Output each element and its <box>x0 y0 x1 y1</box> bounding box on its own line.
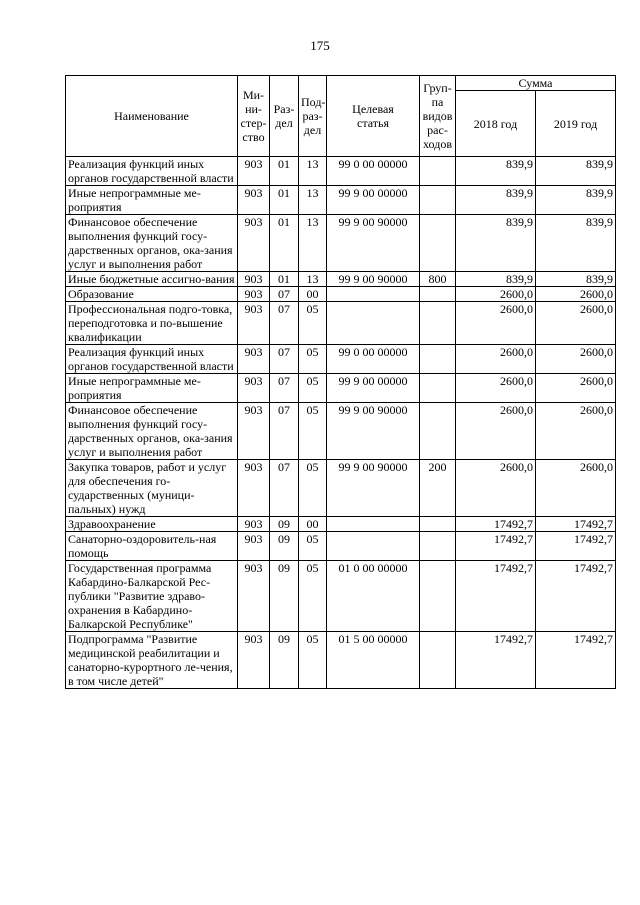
cell-section: 09 <box>270 517 299 532</box>
cell-ministry: 903 <box>238 561 270 632</box>
cell-group: 800 <box>420 272 456 287</box>
cell-target <box>327 517 420 532</box>
cell-subsection: 13 <box>299 157 327 186</box>
cell-sum-2018: 17492,7 <box>456 532 536 561</box>
cell-group <box>420 215 456 272</box>
cell-sum-2019: 2600,0 <box>536 374 616 403</box>
cell-ministry: 903 <box>238 186 270 215</box>
cell-sum-2018: 17492,7 <box>456 561 536 632</box>
table-row <box>66 632 616 689</box>
cell-sum-2018: 17492,7 <box>456 517 536 532</box>
cell-group: 200 <box>420 460 456 517</box>
cell-section: 07 <box>270 345 299 374</box>
cell-target: 01 5 00 00000 <box>327 632 420 689</box>
header-year-2019: 2019 год <box>536 91 616 157</box>
cell-sum-2018: 2600,0 <box>456 287 536 302</box>
cell-sum-2019: 2600,0 <box>536 287 616 302</box>
cell-subsection: 05 <box>299 374 327 403</box>
cell-group <box>420 186 456 215</box>
cell-sum-2019: 839,9 <box>536 272 616 287</box>
cell-section: 01 <box>270 215 299 272</box>
cell-sum-2018: 2600,0 <box>456 460 536 517</box>
page-number: 175 <box>310 38 330 53</box>
cell-section: 09 <box>270 632 299 689</box>
cell-group <box>420 157 456 186</box>
cell-subsection: 05 <box>299 632 327 689</box>
cell-target: 99 9 00 00000 <box>327 374 420 403</box>
table-row <box>66 186 616 215</box>
cell-ministry: 903 <box>238 532 270 561</box>
cell-sum-2018: 839,9 <box>456 272 536 287</box>
header-section: Раз- дел <box>270 76 299 157</box>
cell-name: Финансовое обеспечение выполнения функций госу-дарственных органов, ока-зания услуг и выполнения работ <box>66 215 238 272</box>
cell-sum-2019: 17492,7 <box>536 632 616 689</box>
table-row <box>66 345 616 374</box>
cell-group <box>420 632 456 689</box>
cell-section: 09 <box>270 532 299 561</box>
cell-subsection: 13 <box>299 215 327 272</box>
cell-group <box>420 287 456 302</box>
cell-sum-2019: 839,9 <box>536 186 616 215</box>
cell-sum-2018: 2600,0 <box>456 302 536 345</box>
cell-sum-2019: 17492,7 <box>536 532 616 561</box>
cell-group <box>420 532 456 561</box>
cell-target: 99 9 00 90000 <box>327 215 420 272</box>
budget-table <box>65 75 616 689</box>
cell-group <box>420 345 456 374</box>
cell-group <box>420 561 456 632</box>
cell-sum-2018: 839,9 <box>456 215 536 272</box>
cell-name: Реализация функций иных органов государственной власти <box>66 157 238 186</box>
cell-sum-2018: 17492,7 <box>456 632 536 689</box>
cell-sum-2018: 839,9 <box>456 186 536 215</box>
cell-sum-2019: 839,9 <box>536 157 616 186</box>
cell-subsection: 13 <box>299 272 327 287</box>
cell-ministry: 903 <box>238 272 270 287</box>
cell-sum-2019: 2600,0 <box>536 345 616 374</box>
table-body <box>66 157 616 689</box>
cell-ministry: 903 <box>238 374 270 403</box>
cell-target <box>327 302 420 345</box>
cell-sum-2018: 2600,0 <box>456 374 536 403</box>
cell-name: Образование <box>66 287 238 302</box>
cell-section: 07 <box>270 302 299 345</box>
cell-ministry: 903 <box>238 632 270 689</box>
cell-section: 07 <box>270 403 299 460</box>
cell-section: 01 <box>270 272 299 287</box>
table-row <box>66 272 616 287</box>
cell-section: 01 <box>270 186 299 215</box>
cell-ministry: 903 <box>238 287 270 302</box>
table-row <box>66 403 616 460</box>
header-group: Груп- па видов рас- ходов <box>420 76 456 157</box>
cell-name: Профессиональная подго-товка, переподготовка и по-вышение квалификации <box>66 302 238 345</box>
header-sum: Сумма <box>456 76 616 91</box>
header-subsection: Под- раз- дел <box>299 76 327 157</box>
cell-group <box>420 302 456 345</box>
cell-target <box>327 287 420 302</box>
cell-group <box>420 403 456 460</box>
header-target: Целевая статья <box>327 76 420 157</box>
cell-target: 99 0 00 00000 <box>327 157 420 186</box>
cell-target: 99 9 00 90000 <box>327 403 420 460</box>
cell-subsection: 13 <box>299 186 327 215</box>
cell-target: 99 9 00 00000 <box>327 186 420 215</box>
cell-section: 07 <box>270 460 299 517</box>
cell-subsection: 00 <box>299 517 327 532</box>
cell-ministry: 903 <box>238 215 270 272</box>
cell-name: Реализация функций иных органов государственной власти <box>66 345 238 374</box>
cell-sum-2019: 17492,7 <box>536 517 616 532</box>
cell-name: Иные непрограммные ме-роприятия <box>66 374 238 403</box>
table-row <box>66 287 616 302</box>
cell-target: 99 9 00 90000 <box>327 460 420 517</box>
cell-ministry: 903 <box>238 517 270 532</box>
cell-subsection: 05 <box>299 302 327 345</box>
cell-name: Закупка товаров, работ и услуг для обеспечения го-сударственных (муници-пальных) нужд <box>66 460 238 517</box>
cell-group <box>420 374 456 403</box>
cell-sum-2019: 2600,0 <box>536 302 616 345</box>
cell-section: 09 <box>270 561 299 632</box>
cell-sum-2019: 839,9 <box>536 215 616 272</box>
cell-target: 99 9 00 90000 <box>327 272 420 287</box>
cell-ministry: 903 <box>238 302 270 345</box>
cell-name: Государственная программа Кабардино-Балкарской Рес-публики "Развитие здраво-охранения в Кабардино-Балкарской Республике" <box>66 561 238 632</box>
cell-sum-2018: 839,9 <box>456 157 536 186</box>
table-row <box>66 157 616 186</box>
table-row <box>66 532 616 561</box>
cell-name: Здравоохранение <box>66 517 238 532</box>
table-row <box>66 561 616 632</box>
cell-name: Подпрограмма "Развитие медицинской реабилитации и санаторно-курортного ле-чения, в том числе детей" <box>66 632 238 689</box>
cell-sum-2019: 17492,7 <box>536 561 616 632</box>
cell-name: Иные непрограммные ме-роприятия <box>66 186 238 215</box>
cell-name: Иные бюджетные ассигно-вания <box>66 272 238 287</box>
cell-subsection: 05 <box>299 345 327 374</box>
cell-ministry: 903 <box>238 345 270 374</box>
cell-subsection: 05 <box>299 403 327 460</box>
cell-ministry: 903 <box>238 157 270 186</box>
table-row <box>66 460 616 517</box>
header-year-2018: 2018 год <box>456 91 536 157</box>
table-row <box>66 517 616 532</box>
cell-sum-2018: 2600,0 <box>456 345 536 374</box>
cell-subsection: 05 <box>299 532 327 561</box>
cell-sum-2018: 2600,0 <box>456 403 536 460</box>
cell-name: Санаторно-оздоровитель-ная помощь <box>66 532 238 561</box>
cell-target <box>327 532 420 561</box>
table-row <box>66 374 616 403</box>
cell-name: Финансовое обеспечение выполнения функций госу-дарственных органов, ока-зания услуг и выполнения работ <box>66 403 238 460</box>
cell-sum-2019: 2600,0 <box>536 403 616 460</box>
cell-ministry: 903 <box>238 460 270 517</box>
table-row <box>66 215 616 272</box>
header-ministry: Ми- ни- стер- ство <box>238 76 270 157</box>
cell-ministry: 903 <box>238 403 270 460</box>
cell-subsection: 05 <box>299 460 327 517</box>
cell-section: 07 <box>270 287 299 302</box>
cell-group <box>420 517 456 532</box>
cell-subsection: 05 <box>299 561 327 632</box>
cell-target: 99 0 00 00000 <box>327 345 420 374</box>
cell-section: 01 <box>270 157 299 186</box>
table-row <box>66 302 616 345</box>
cell-subsection: 00 <box>299 287 327 302</box>
cell-target: 01 0 00 00000 <box>327 561 420 632</box>
cell-section: 07 <box>270 374 299 403</box>
cell-sum-2019: 2600,0 <box>536 460 616 517</box>
header-name: Наименование <box>66 76 238 157</box>
